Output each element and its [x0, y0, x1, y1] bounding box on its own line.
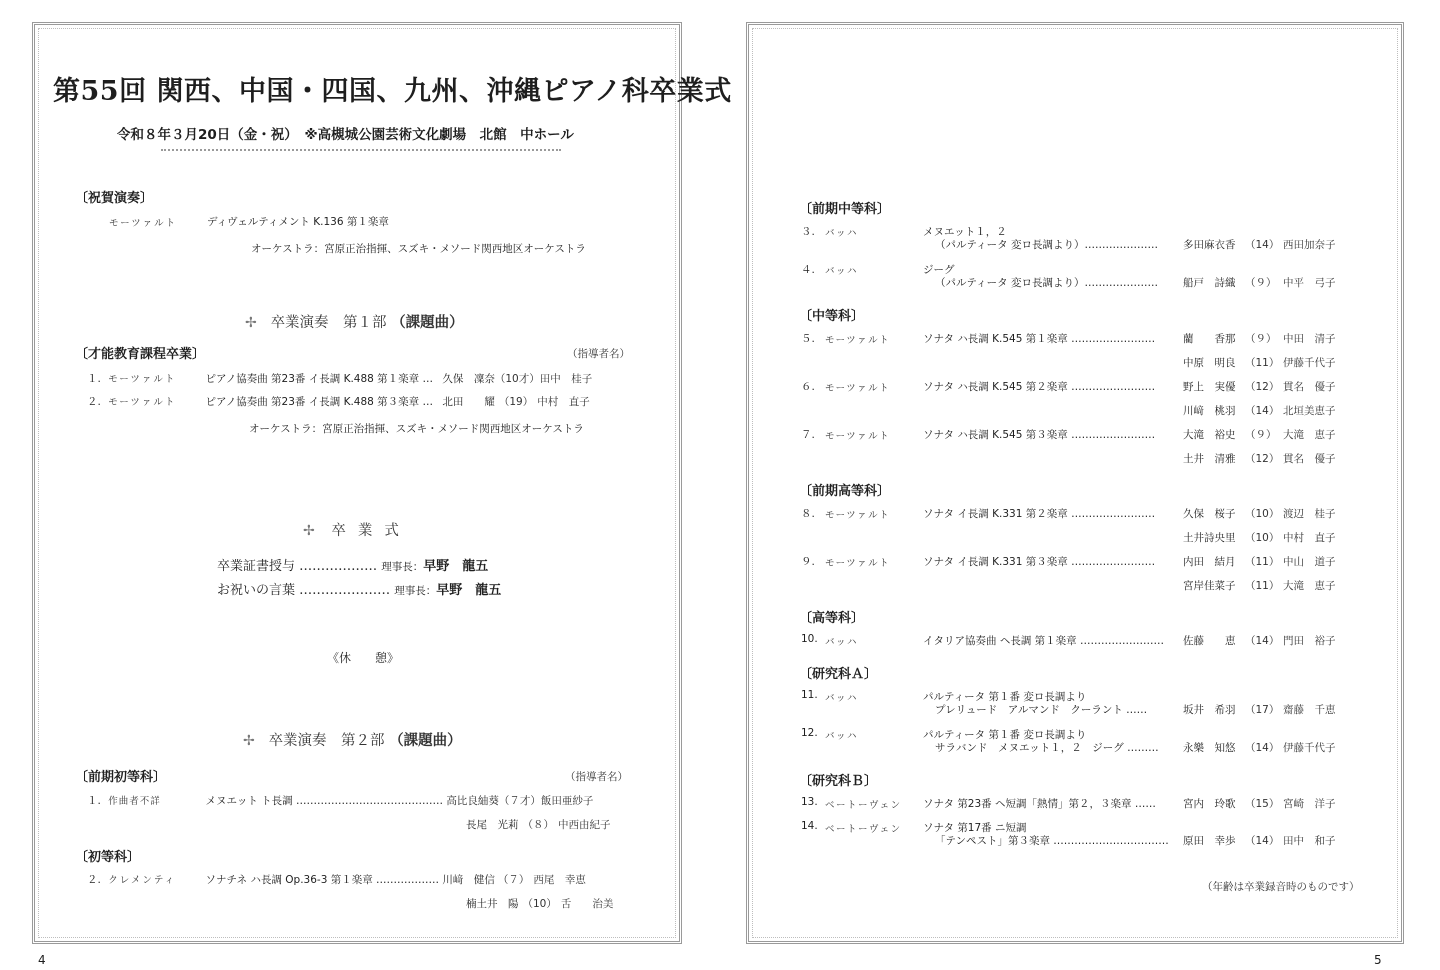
- composer: モーツァルト: [109, 218, 178, 229]
- student-age: （10）: [1245, 508, 1280, 520]
- part-heading-1: [245, 311, 464, 332]
- student-name: 野上 実優: [1183, 381, 1236, 393]
- composer: モーツァルト: [825, 510, 891, 521]
- student-name: 宮内 玲歌: [1183, 798, 1236, 810]
- piece: メヌエット１，２: [923, 226, 1007, 238]
- composer: バッハ: [825, 693, 859, 704]
- piece-detail: （パルティータ 変ロ長調より）…………………: [935, 239, 1158, 251]
- teacher-name: 舌 治美: [560, 898, 614, 910]
- bud-icon: ✢: [243, 733, 255, 749]
- section-heading-talent: 〔才能教育課程卒業〕: [75, 347, 206, 362]
- piece: ソナタ 第17番 ニ短調: [923, 822, 1027, 834]
- piece: ソナタ ハ長調 K.545 第３楽章 ……………………: [923, 429, 1156, 441]
- piece: パルティータ 第１番 変ロ長調より: [923, 729, 1087, 741]
- teacher-name: 中山 道子: [1283, 556, 1336, 568]
- student-name: 内田 結月: [1183, 556, 1236, 568]
- piece-detail: 「テンペスト」第３楽章 ……………………………: [935, 835, 1169, 847]
- student-age: （９）: [1245, 277, 1277, 289]
- orchestra-credit: オーケストラ：宮原正治指揮、スズキ・メソード関西地区オーケストラ: [249, 423, 584, 435]
- teacher-name: 大滝 恵子: [1283, 580, 1336, 592]
- student-name: 藺 香那: [1183, 333, 1236, 345]
- composer: バッハ: [825, 637, 859, 648]
- piece: ピアノ協奏曲 第23番 イ長調 K.488 第３楽章 …: [205, 396, 434, 408]
- composer: バッハ: [825, 266, 859, 277]
- row-number: ４.: [801, 264, 815, 276]
- student-name: 宮岸佳菜子: [1183, 580, 1236, 592]
- performance-row: [466, 896, 613, 911]
- bud-icon: ✢: [303, 523, 315, 539]
- student-name: 高比良紬葵: [446, 795, 499, 807]
- teacher-name: 北垣美恵子: [1283, 405, 1336, 417]
- composer: モーツァルト: [825, 383, 891, 394]
- teacher-name: 田中 和子: [1283, 835, 1336, 847]
- teacher-name: 渡辺 桂子: [1283, 508, 1336, 520]
- student-name: 永樂 知悠: [1183, 742, 1236, 754]
- teacher-name: 西田加奈子: [1283, 239, 1336, 251]
- row-number: ３.: [801, 226, 815, 238]
- part-heading-2: [243, 729, 462, 750]
- student-age: （14）: [1245, 635, 1280, 647]
- piece: ソナタ イ長調 K.331 第２楽章 ……………………: [923, 508, 1156, 520]
- teacher-name: 中西由紀子: [558, 819, 611, 831]
- ceremony-item: [217, 579, 501, 598]
- section-heading: 〔研究科Ａ〕: [799, 667, 878, 682]
- composer: バッハ: [825, 731, 859, 742]
- student-name: 中原 明良: [1183, 357, 1236, 369]
- intermission: 《休 憩》: [327, 651, 400, 665]
- student-name: 久保 凜奈: [442, 373, 495, 385]
- composer: モーツァルト: [825, 431, 891, 442]
- composer: モーツァルト: [825, 335, 891, 346]
- teacher-name: 中村 直子: [537, 396, 590, 408]
- student-age: （11）: [1245, 580, 1280, 592]
- student-age: （10）: [1245, 532, 1280, 544]
- student-age: （14）: [1245, 742, 1280, 754]
- row-number: 12.: [801, 727, 818, 739]
- row-number: 11.: [801, 689, 818, 701]
- student-age: （11）: [1245, 357, 1280, 369]
- composer: モーツァルト: [108, 374, 177, 385]
- teacher-name: 西尾 幸恵: [533, 874, 586, 886]
- student-age: （14）: [1245, 405, 1280, 417]
- part-label: 卒業演奏 第２部: [268, 733, 385, 749]
- composer: 作曲者不詳: [108, 796, 161, 807]
- piece: パルティータ 第１番 変ロ長調より: [923, 691, 1087, 703]
- composer: モーツァルト: [825, 558, 891, 569]
- row-number: ５.: [801, 333, 815, 345]
- section-heading: 〔中等科〕: [799, 309, 865, 324]
- student-age: （７）: [497, 874, 530, 886]
- piece: ピアノ協奏曲 第23番 イ長調 K.488 第１楽章 …: [205, 373, 434, 385]
- composer: クレメンティ: [108, 875, 177, 886]
- teacher-name: 田中 桂子: [539, 373, 593, 385]
- piece: ソナチネ ハ長調 Op.36-3 第１楽章 ………………: [205, 874, 440, 886]
- part-sub: （課題曲）: [391, 315, 464, 331]
- piece: メヌエット ト長調 ……………………………………: [205, 795, 443, 807]
- student-age: （９）: [1245, 333, 1277, 345]
- age-note: （年齢は卒業録音時のものです）: [1202, 881, 1360, 893]
- student-age: （17）: [1245, 704, 1280, 716]
- person-name: 早野 龍五: [436, 583, 502, 598]
- student-age: （７才）: [498, 795, 541, 807]
- student-name: 川﨑 健信: [442, 874, 495, 886]
- teacher-name: 貫名 優子: [1283, 453, 1336, 465]
- teacher-name: 齋藤 千恵: [1283, 704, 1336, 716]
- teacher-name: 貫名 優子: [1283, 381, 1336, 393]
- teacher-name: 中村 直子: [1283, 532, 1336, 544]
- teacher-name: 伊藤千代子: [1283, 742, 1336, 754]
- teacher-header: （指導者名）: [567, 348, 630, 360]
- row-number: ２.: [87, 396, 101, 408]
- student-age: （９）: [1245, 429, 1277, 441]
- part-label: 卒業演奏 第１部: [270, 315, 387, 331]
- student-name: 坂井 希羽: [1183, 704, 1236, 716]
- role: 理事長：: [394, 585, 437, 597]
- person-name: 早野 龍五: [423, 559, 489, 574]
- student-age: （10）: [522, 898, 557, 910]
- student-age: （８）: [522, 819, 554, 831]
- student-name: 船戸 詩織: [1183, 277, 1236, 289]
- teacher-name: 中田 清子: [1283, 333, 1336, 345]
- piece: ソナタ ハ長調 K.545 第２楽章 ……………………: [923, 381, 1156, 393]
- teacher-name: 門田 裕子: [1283, 635, 1336, 647]
- teacher-name: 伊藤千代子: [1283, 357, 1336, 369]
- piece: ジーグ: [923, 264, 955, 276]
- student-name: 多田麻衣香: [1183, 239, 1236, 251]
- student-age: （12）: [1245, 453, 1280, 465]
- student-age: （15）: [1245, 798, 1280, 810]
- row-number: 10.: [801, 633, 818, 645]
- piece: ソナタ 第23番 ヘ短調「熱情」第２，３楽章 ……: [923, 798, 1156, 810]
- page-number-right: 5: [1374, 953, 1382, 967]
- section-heading: 〔前期中等科〕: [799, 202, 891, 217]
- row-number: ９.: [801, 556, 815, 568]
- piece: ディヴェルティメント K.136 第１楽章: [207, 216, 389, 228]
- decorative-divider: [161, 149, 561, 151]
- student-age: （11）: [1245, 556, 1280, 568]
- role: 理事長：: [381, 561, 424, 573]
- ceremony-label: 卒業式: [331, 523, 411, 539]
- section-heading: 〔高等科〕: [799, 611, 865, 626]
- piece-detail: プレリュード アルマンド クーラント ……: [935, 704, 1148, 716]
- composer: モーツァルト: [108, 397, 177, 408]
- composer: バッハ: [825, 228, 859, 239]
- performance-row: [466, 817, 611, 832]
- page-title: 第55回 関西、中国・四国、九州、沖縄ピアノ科卒業式: [53, 76, 732, 107]
- event-date-venue: 令和８年３月20日（金・祝） ※高槻城公園芸術文化劇場 北館 中ホール: [117, 127, 574, 143]
- section-heading: 〔研究科Ｂ〕: [799, 774, 878, 789]
- student-name: 久保 桜子: [1183, 508, 1236, 520]
- performance-row: [87, 394, 590, 409]
- student-name: 土井詩央里: [1183, 532, 1236, 544]
- student-name: 川﨑 桃羽: [1183, 405, 1236, 417]
- piece: イタリア協奏曲 ヘ長調 第１楽章 ……………………: [923, 635, 1165, 647]
- program-page-left: [32, 22, 732, 944]
- teacher-name: 大滝 恵子: [1283, 429, 1336, 441]
- student-age: （19）: [498, 396, 534, 408]
- student-age: （12）: [1245, 381, 1280, 393]
- section-heading-early-elementary: 〔前期初等科〕: [75, 770, 167, 785]
- row-number: ８.: [801, 508, 815, 520]
- row-number: １.: [87, 373, 101, 385]
- composer: ベートーヴェン: [825, 824, 902, 835]
- student-name: 楠土井 陽: [466, 898, 519, 910]
- student-age: （10才）: [494, 373, 540, 385]
- student-name: 佐藤 恵: [1183, 635, 1236, 647]
- section-heading-elementary: 〔初等科〕: [75, 850, 141, 865]
- ceremony-item: [217, 555, 488, 574]
- piece-detail: （パルティータ 変ロ長調より）…………………: [935, 277, 1158, 289]
- ceremony-heading: [303, 519, 411, 540]
- student-name: 原田 幸歩: [1183, 835, 1236, 847]
- row-number: ２.: [87, 874, 101, 886]
- teacher-name: 飯田亜紗子: [540, 795, 594, 807]
- ceremony-item-label: 卒業証書授与 ………………: [217, 559, 378, 574]
- teacher-header: （指導者名）: [565, 771, 628, 783]
- part-sub: （課題曲）: [389, 733, 462, 749]
- row-number: ７.: [801, 429, 815, 441]
- student-name: 北田 耀: [442, 396, 495, 408]
- program-page-right: [746, 22, 1404, 944]
- piece: ソナタ ハ長調 K.545 第１楽章 ……………………: [923, 333, 1156, 345]
- student-name: 長尾 光莉: [466, 819, 519, 831]
- page-number-left: 4: [38, 953, 46, 967]
- performance-row: [87, 371, 592, 386]
- row-number: ６.: [801, 381, 815, 393]
- student-name: 土井 清雅: [1183, 453, 1236, 465]
- student-age: （14）: [1245, 239, 1280, 251]
- section-heading-celebration: 〔祝賀演奏〕: [75, 191, 154, 206]
- ceremony-item-label: お祝いの言葉 …………………: [217, 583, 391, 598]
- bud-icon: ✢: [245, 315, 257, 331]
- teacher-name: 中平 弓子: [1283, 277, 1336, 289]
- composer: ベートーヴェン: [825, 800, 902, 811]
- student-age: （14）: [1245, 835, 1280, 847]
- section-heading: 〔前期高等科〕: [799, 484, 891, 499]
- row-number: 14.: [801, 820, 818, 832]
- orchestra-credit: オーケストラ：宮原正治指揮、スズキ・メソード関西地区オーケストラ: [251, 243, 586, 255]
- piece-detail: サラバンド メヌエット１，２ ジーグ ………: [935, 742, 1159, 754]
- student-name: 大滝 裕史: [1183, 429, 1236, 441]
- row-number: 13.: [801, 796, 818, 808]
- teacher-name: 宮崎 洋子: [1283, 798, 1336, 810]
- performance-row: [87, 793, 593, 808]
- piece: ソナタ イ長調 K.331 第３楽章 ……………………: [923, 556, 1156, 568]
- row-number: １.: [87, 795, 101, 807]
- performance-row: [87, 872, 586, 887]
